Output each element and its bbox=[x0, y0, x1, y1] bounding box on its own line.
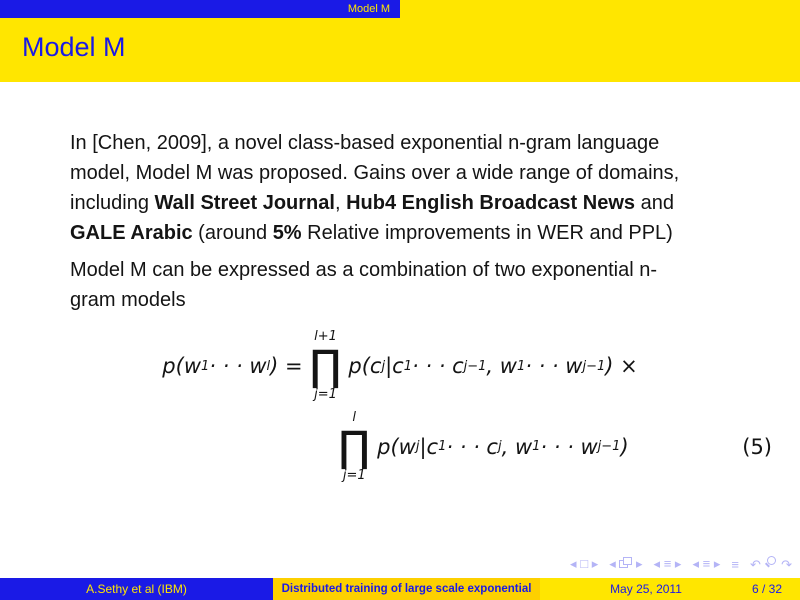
footer-author-cell bbox=[0, 578, 273, 600]
math-sub: j−1 bbox=[463, 358, 487, 374]
text-run-bold: 5% bbox=[272, 222, 302, 244]
math-text: p(w bbox=[377, 434, 416, 459]
footer-date: May 25, 2011 bbox=[610, 582, 682, 596]
product-upper-limit: l bbox=[352, 409, 357, 425]
frame-icon[interactable] bbox=[619, 557, 632, 568]
equation-block bbox=[0, 330, 800, 483]
math-sub: j−1 bbox=[582, 358, 606, 374]
math-text: ) × bbox=[605, 354, 638, 379]
math-text: · · · w bbox=[209, 354, 267, 379]
prev-slide-icon[interactable]: ◂ bbox=[570, 556, 577, 571]
math-text: · · · c bbox=[412, 354, 464, 379]
math-text: |c bbox=[385, 354, 404, 379]
footer-author: A.Sethy et al (IBM) bbox=[86, 582, 187, 596]
frame-title: Model M bbox=[22, 32, 126, 62]
math-sub: j−1 bbox=[597, 439, 621, 455]
product-lower-limit: j=1 bbox=[314, 387, 337, 403]
history-nav-group bbox=[750, 556, 792, 573]
text-run: (around bbox=[192, 222, 273, 244]
subsection-nav-group bbox=[654, 556, 682, 572]
top-section-bar-highlight bbox=[0, 0, 400, 18]
text-run: In [Chen, 2009], a novel class-based exponential n-gram language model, Model M was proposed. Gains over a wide range of domains, including bbox=[70, 132, 680, 214]
math-text: ) bbox=[620, 434, 629, 459]
math-text: · · · c bbox=[446, 434, 498, 459]
math-sub: l bbox=[266, 358, 271, 374]
section-nav-group bbox=[692, 556, 720, 572]
slide-body bbox=[70, 128, 695, 322]
math-text: ) = bbox=[270, 354, 303, 379]
frame-title-bar bbox=[0, 18, 800, 82]
presentation-nav-group bbox=[731, 557, 739, 572]
text-run: , bbox=[334, 192, 347, 214]
math-text: , w bbox=[486, 354, 517, 379]
footer-title-cell bbox=[273, 578, 540, 600]
equation-line-1 bbox=[0, 330, 800, 403]
product-lower-limit: j=1 bbox=[342, 467, 366, 483]
go-forward-icon[interactable]: ↷ bbox=[781, 556, 792, 572]
math-text: , w bbox=[501, 434, 533, 459]
text-run: and bbox=[635, 192, 674, 214]
text-run: Relative improvements in WER and PPL) bbox=[301, 222, 673, 244]
math-text: |c bbox=[419, 434, 439, 459]
footline bbox=[0, 578, 800, 600]
equation-line-2 bbox=[0, 411, 800, 484]
math-sub: 1 bbox=[403, 358, 413, 374]
next-slide-icon[interactable]: ▸ bbox=[591, 556, 599, 571]
math-sub: j bbox=[415, 439, 420, 455]
math-sub: j bbox=[497, 439, 502, 455]
footer-short-title: Distributed training of large scale exponential bbox=[281, 583, 532, 595]
math-text: · · · w bbox=[525, 354, 583, 379]
prev-frame-icon[interactable]: ◂ bbox=[609, 556, 616, 571]
footer-date-cell bbox=[540, 578, 800, 600]
top-section-bar bbox=[0, 0, 800, 18]
footer-slide-number: 6 / 32 bbox=[751, 582, 782, 596]
product-operator bbox=[310, 330, 342, 403]
text-run-bold: Hub4 English Broadcast News bbox=[346, 192, 636, 214]
text-run-bold: Wall Street Journal bbox=[154, 192, 335, 214]
next-subsection-icon[interactable]: ▸ bbox=[674, 556, 682, 571]
paragraph-1 bbox=[70, 128, 695, 248]
prev-subsection-icon[interactable]: ◂ bbox=[653, 556, 661, 571]
text-run-bold: GALE Arabic bbox=[70, 222, 193, 244]
search-icon[interactable] bbox=[764, 556, 777, 569]
math-sub: 1 bbox=[516, 358, 526, 374]
math-text: p(c bbox=[348, 354, 382, 379]
product-operator bbox=[338, 411, 370, 484]
subsection-icon[interactable]: ≡ bbox=[663, 556, 672, 571]
product-symbol: ∏ bbox=[309, 341, 342, 391]
go-back-icon[interactable]: ↶ bbox=[749, 556, 761, 572]
prev-section-icon[interactable]: ◂ bbox=[692, 556, 699, 571]
product-symbol: ∏ bbox=[338, 421, 371, 471]
next-frame-icon[interactable]: ▸ bbox=[636, 556, 643, 571]
math-sub: 1 bbox=[201, 358, 210, 374]
frame-nav-group bbox=[609, 556, 642, 572]
equation-line-2-wrap bbox=[0, 411, 800, 484]
math-sub: j bbox=[381, 358, 386, 374]
math-sub: 1 bbox=[532, 439, 541, 455]
slide-nav-group bbox=[570, 556, 598, 572]
equation-number: (5) bbox=[742, 434, 772, 459]
presentation-icon[interactable]: ≡ bbox=[731, 556, 739, 572]
math-text: · · · w bbox=[540, 434, 598, 459]
section-nav-link[interactable]: Model M bbox=[347, 3, 390, 15]
next-section-icon[interactable]: ▸ bbox=[713, 556, 721, 571]
section-icon[interactable]: ≡ bbox=[702, 556, 711, 571]
slide-icon[interactable]: □ bbox=[580, 556, 589, 571]
paragraph-2: Model M can be expressed as a combination of two exponential n-gram models bbox=[70, 259, 658, 311]
math-text: p(w bbox=[162, 354, 201, 379]
navigation-symbols bbox=[563, 555, 792, 573]
math-sub: 1 bbox=[438, 439, 447, 455]
product-upper-limit: l+1 bbox=[314, 329, 337, 344]
